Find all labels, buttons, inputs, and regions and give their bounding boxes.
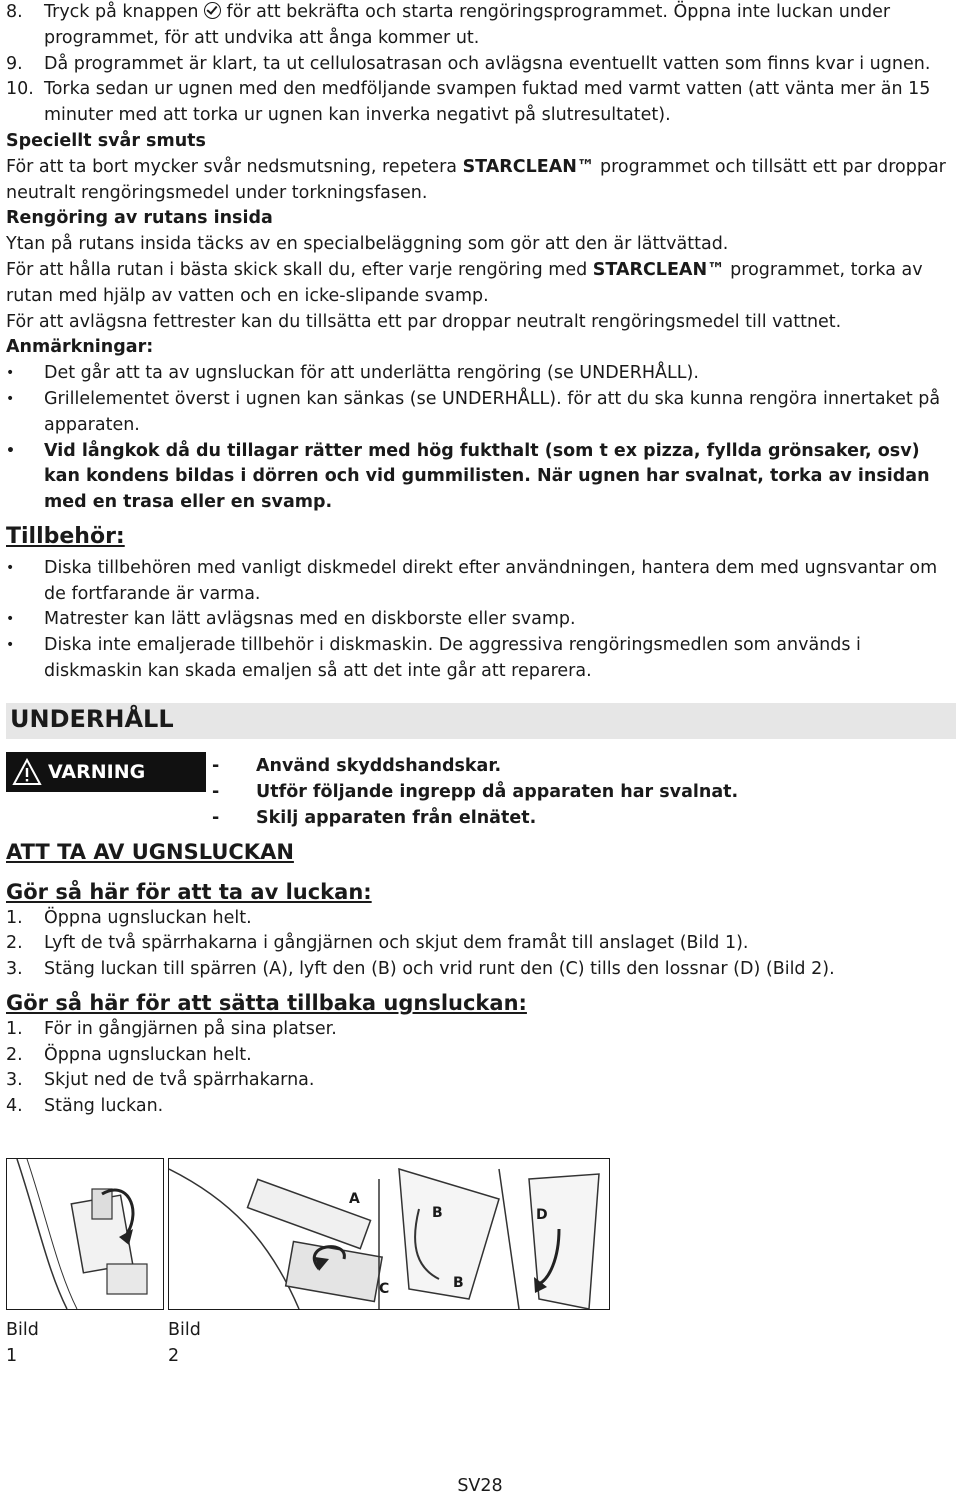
warning-triangle-icon [12,758,42,786]
list-item: • Diska inte emaljerade tillbehör i diskmaskin. De aggressiva rengöringsmedlen som används i diskmaskin kan skada emaljen så att det inte går att reparera. [6,633,956,685]
label-c: C [379,1281,390,1297]
remove-step: 2. Lyft de två spärrhakarna i gångjärnen och skjut dem framåt till anslaget (Bild 1). [6,933,749,954]
refit-step: 4. Stäng luckan. [6,1096,164,1117]
step-text: Då programmet är klart, ta ut cellulosatrasan och avlägsna eventuellt vatten som finns kvar i ugnen. [44,53,931,74]
rutan-text-3: För att avlägsna fettrester kan du tillsätta ett par droppar neutralt rengöringsmedel till vattnet. [6,311,842,332]
remove-step: 1. Öppna ugnsluckan helt. [6,907,252,928]
list-item: • Diska tillbehören med vanligt diskmedel direkt efter användningen, hantera dem med ugnsvantar om de fortfarande är varma. [6,556,956,608]
warning-block [6,752,956,832]
list-item: • Grillelementet överst i ugnen kan sänkas (se UNDERHÅLL). för att du ska kunna rengöra innertaket på apparaten. [6,387,956,439]
list-item: • Det går att ta av ugnsluckan för att underlätta rengöring (se UNDERHÅLL). [6,361,956,387]
step-text: Tryck på knappen [44,2,204,22]
list-item: • Matrester kan lätt avlägsnas med en diskborste eller svamp. [6,607,956,633]
figure-bild-1 [6,1158,164,1310]
rutan-text-2: För att hålla rutan i bästa skick skall du, efter varje rengöring med STARCLEAN™ programmet, torka av rutan med hjälp av vatten och en icke-slipande svamp. [6,259,923,306]
remove-heading: Gör så här för att ta av luckan: [6,879,372,904]
rutan-text-1: Ytan på rutans insida täcks av en specialbeläggning som gör att den är lättvättad. [6,234,729,255]
refit-heading: Gör så här för att sätta tillbaka ugnsluckan: [6,990,527,1015]
step-number: 8. [6,2,23,22]
label-b: B [432,1205,443,1221]
label-b: B [453,1275,464,1291]
remove-step: 3. Stäng luckan till spärren (A), lyft den (B) och vrid runt den (C) tills den lossnar (D) (Bild 2). [6,959,835,980]
list-item: • Vid långkok då du tillagar rätter med hög fukthalt (som t ex pizza, fyllda grönsaker, osv) kan kondens bildas i dörren och vid gummilisten. När ugnen har svalnat, torka av insidan med en trasa eller en svamp. [6,439,956,516]
step-text: Torka sedan ur ugnen med den medföljande svampen fuktad med varmt vatten (att vänta mer än 15 minuter med att torka ur ugnen kan inverka negativt på slutresultatet). [44,79,931,126]
check-circle-icon [204,2,221,19]
refit-step: 3. Skjut ned de två spärrhakarna. [6,1070,315,1091]
label-a: A [349,1191,360,1207]
warning-label-box [6,752,206,792]
page-number: SV28 [457,1476,503,1496]
caption-bild-1: Bild 1 [6,1320,39,1366]
step-number: 9. [6,53,23,74]
step-text: för att bekräfta och starta rengöringsprogrammet. Öppna inte luckan under programmet, för att undvika att ånga kommer ut. [44,2,891,48]
step-number: 10. [6,79,34,100]
warning-item: - Använd skyddshandskar. [212,756,502,776]
step-9 [6,52,956,78]
warning-item: - Utför följande ingrepp då apparaten har svalnat. [212,781,739,802]
refit-step: 1. För in gångjärnen på sina platser. [6,1018,337,1039]
label-d: D [536,1207,548,1223]
tillbehor-list [6,556,956,685]
att-ta-av-heading: ATT TA AV UGNSLUCKAN [6,840,294,864]
hinge-illustration [7,1159,163,1309]
figure-bild-2 [168,1158,610,1310]
anm-list [6,361,956,516]
step-10 [6,77,956,129]
underhall-title: UNDERHÅLL [10,704,174,733]
tillbehor-heading: Tillbehör: [6,523,125,549]
refit-step: 2. Öppna ugnsluckan helt. [6,1044,252,1065]
rutan-heading: Rengöring av rutans insida [6,208,273,229]
caption-bild-2: Bild 2 [168,1320,201,1366]
warning-label: VARNING [48,761,146,783]
underhall-bar [6,703,956,739]
warning-item: - Skilj apparaten från elnätet. [212,807,537,828]
anm-heading: Anmärkningar: [6,337,154,358]
step-8 [6,0,956,52]
warning-list [212,754,738,831]
speciellt-text: För att ta bort mycker svår nedsmutsning, repetera STARCLEAN™ programmet och tillsätt ett par droppar neutralt rengöringsmedel under torkningsfasen. [6,156,946,203]
speciellt-heading: Speciellt svår smuts [6,130,206,151]
